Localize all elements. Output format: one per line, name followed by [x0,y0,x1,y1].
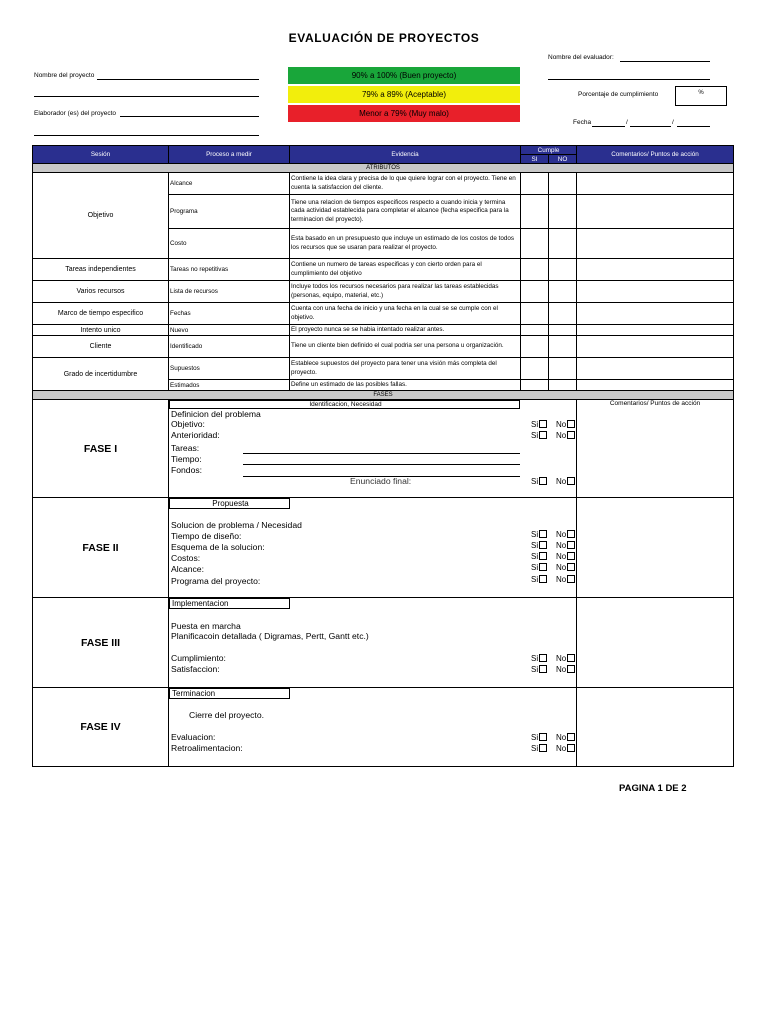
fase-line: Cierre del proyecto. [189,710,264,720]
si-checkbox[interactable] [539,744,547,752]
evidence-cell: Esta basado en un presupuesto que incluye un estimado de los costos de todos los recursos que se usaran para realizar el proyecto. [290,229,521,259]
no-checkbox[interactable] [567,530,575,538]
evaluator-field-line[interactable] [620,61,710,62]
no-checkbox[interactable] [567,575,575,583]
si-label: Si [531,552,539,561]
elaborador-field-2[interactable] [34,135,259,136]
no-checkbox[interactable] [567,477,575,485]
process-cell: Supuestos [169,358,290,380]
si-label: Si [531,733,539,742]
evidence-cell: Establece supuestos del proyecto para tener una visión más completa del proyecto. [290,358,521,380]
fase-2-box: Propuesta [169,498,290,509]
atributos-separator [33,164,734,173]
comment-cell[interactable] [577,173,734,195]
no-cell[interactable] [549,173,577,195]
project-name-field-2[interactable] [34,96,259,97]
fase-row [33,400,734,498]
process-cell: Identificado [169,336,290,358]
si-label: Si [531,420,539,429]
fase-2-body [169,498,577,598]
si-checkbox[interactable] [539,665,547,673]
fase-1-comentarios: Comentarios/ Puntos de acción [577,400,734,498]
no-checkbox[interactable] [567,541,575,549]
si-checkbox[interactable] [539,563,547,571]
fase-1-box: Identificacion, Necesidad [169,400,520,409]
table-header-row [33,146,734,155]
session-cell: Varios recursos [33,281,169,303]
no-checkbox[interactable] [567,665,575,673]
session-cell: Intento unico [33,325,169,336]
no-checkbox[interactable] [567,431,575,439]
fase-line: Planificacoin detallada ( Digramas, Pertt, Gantt etc.) [171,631,369,641]
si-label: Si [531,575,539,584]
session-cell: Grado de incertidumbre [33,358,169,391]
fase-line: Tiempo de diseño: [171,531,242,541]
header-cumple: Cumple [521,146,577,155]
process-cell: Lista de recursos [169,281,290,303]
no-label: No [556,575,567,584]
no-label: No [556,733,567,742]
si-checkbox[interactable] [539,477,547,485]
checkbox-group[interactable] [531,744,575,754]
si-cell[interactable] [521,380,549,391]
checkbox-group[interactable] [531,563,575,573]
page-title: EVALUACIÓN DE PROYECTOS [288,31,480,45]
checkbox-group[interactable] [531,530,575,540]
comment-cell[interactable] [577,259,734,281]
si-cell[interactable] [521,358,549,380]
evidence-cell: Incluye todos los recursos necesarios para realizar las tareas establecidas (personas, equipo, material, etc.) [290,281,521,303]
fase-line: Programa del proyecto: [171,576,261,586]
session-cell: Tareas independientes [33,259,169,281]
comment-cell[interactable] [577,303,734,325]
no-checkbox[interactable] [567,563,575,571]
evidence-cell: Tiene un cliente bien definido el cual podria ser una persona u organización. [290,336,521,358]
fase-line: Anterioridad: [171,430,220,440]
enunciado-final: Enunciado final: [350,476,412,486]
comment-cell[interactable] [577,195,734,229]
process-cell: Tareas no repetitivas [169,259,290,281]
elaborador-label: Elaborador (es) del proyecto [34,110,117,117]
si-cell[interactable] [521,195,549,229]
no-cell[interactable] [549,380,577,391]
percentage-label: Porcentaje de cumplimiento [578,91,659,98]
fase-line: Objetivo: [171,419,205,429]
percentage-box[interactable] [675,86,727,106]
page-number: PAGINA 1 DE 2 [619,783,687,794]
header-sesion: Sesión [33,146,169,164]
checkbox-group[interactable] [531,420,575,430]
table-row [33,281,734,303]
fase-1-body [169,400,577,498]
evaluator-field-line-2[interactable] [548,79,710,80]
si-cell[interactable] [521,336,549,358]
no-checkbox[interactable] [567,733,575,741]
date-label: Fecha [573,119,592,126]
fase-row [33,498,734,598]
comment-cell[interactable] [577,325,734,336]
si-label: Si [531,431,539,440]
no-cell[interactable] [549,325,577,336]
si-label: Si [531,654,539,663]
fase-2-comentarios[interactable] [577,498,734,598]
fase-line: Solucion de problema / Necesidad [171,520,302,530]
si-cell[interactable] [521,173,549,195]
no-label: No [556,665,567,674]
atributos-label: ATRIBUTOS [33,164,734,173]
process-cell: Costo [169,229,290,259]
header-no: NO [549,155,577,164]
comment-cell[interactable] [577,358,734,380]
comment-cell[interactable] [577,380,734,391]
elaborador-field[interactable] [120,116,259,117]
header-proceso: Proceso a medir [169,146,290,164]
date-sep-2: / [672,119,674,126]
tareas-line[interactable] [243,453,520,454]
table-row [33,259,734,281]
si-checkbox[interactable] [539,575,547,583]
evaluation-table [32,145,734,767]
comment-cell[interactable] [577,281,734,303]
legend-acceptable-label: 79% a 89% (Aceptable) [361,90,447,99]
evidence-cell: Contiene un numero de tareas especificas y con cierto orden para el cumplimiento del objetivo [290,259,521,281]
no-label: No [556,744,567,753]
table-row [33,325,734,336]
fase-line: Satisfaccion: [171,664,220,674]
date-year-field[interactable] [677,126,710,127]
no-cell[interactable] [549,303,577,325]
fase-4-comentarios[interactable] [577,688,734,767]
fase-4-body [169,688,577,767]
no-cell[interactable] [549,281,577,303]
si-cell[interactable] [521,229,549,259]
legend-good [288,67,520,84]
process-cell: Fechas [169,303,290,325]
process-cell: Alcance [169,173,290,195]
fase-4-box: Terminacion [169,688,290,699]
project-name-field[interactable] [97,79,259,80]
fase-line: Tiempo: [171,454,202,464]
checkbox-group[interactable] [531,654,575,664]
si-checkbox[interactable] [539,530,547,538]
fase-line: Evaluacion: [171,732,216,742]
fase-4-name: FASE IV [33,688,169,767]
checkbox-group[interactable] [531,552,575,562]
no-label: No [556,530,567,539]
checkbox-group[interactable] [531,541,575,551]
process-cell: Nuevo [169,325,290,336]
date-sep-1: / [626,119,628,126]
no-label: No [556,552,567,561]
tiempo-line[interactable] [243,464,520,465]
si-checkbox[interactable] [539,431,547,439]
si-cell[interactable] [521,259,549,281]
si-cell[interactable] [521,303,549,325]
session-cell: Cliente [33,336,169,358]
si-checkbox[interactable] [539,733,547,741]
table-row [33,358,734,380]
si-checkbox[interactable] [539,541,547,549]
si-checkbox[interactable] [539,552,547,560]
table-row [33,173,734,195]
si-cell[interactable] [521,325,549,336]
table-row [33,303,734,325]
no-label: No [556,654,567,663]
project-name-label: Nombre del proyecto [34,72,95,79]
evidence-cell: Tiene una relacion de tiempos especificos respecto a cuando inicia y termina cada actividad establecida para completar el alcance (fecha especifica para la terminacion del proyecto). [290,195,521,229]
fase-1-name: FASE I [33,400,169,498]
si-checkbox[interactable] [539,654,547,662]
legend-bad [288,105,520,122]
session-objetivo: Objetivo [33,173,169,259]
legend-bad-label: Menor a 79% (Muy malo) [359,109,449,118]
no-label: No [556,563,567,572]
no-cell[interactable] [549,195,577,229]
checkbox-group[interactable] [531,477,575,487]
si-label: Si [531,744,539,753]
fase-line: Puesta en marcha [171,621,241,631]
fases-label: FASES [33,391,734,400]
percent-symbol: % [698,90,704,96]
si-label: Si [531,563,539,572]
checkbox-group[interactable] [531,575,575,585]
legend-acceptable [288,86,520,103]
no-cell[interactable] [549,358,577,380]
si-label: Si [531,665,539,674]
date-month-field[interactable] [630,126,671,127]
fase-row [33,598,734,688]
si-cell[interactable] [521,281,549,303]
no-label: No [556,477,567,486]
no-checkbox[interactable] [567,744,575,752]
header-si: SI [521,155,549,164]
fase-line: Esquema de la solucion: [171,542,265,552]
fase-3-box: Implementacion [169,598,290,609]
session-cell: Marco de tiempo especifico [33,303,169,325]
fase-row [33,688,734,767]
fase-line: Alcance: [171,564,204,574]
fases-separator [33,391,734,400]
si-label: Si [531,541,539,550]
checkbox-group[interactable] [531,733,575,743]
no-cell[interactable] [549,259,577,281]
checkbox-group[interactable] [531,431,575,441]
evaluator-label: Nombre del evaluador: [548,54,614,61]
no-checkbox[interactable] [567,552,575,560]
header-comentarios: Comentarios/ Puntos de acción [577,146,734,164]
comment-cell[interactable] [577,229,734,259]
fase-line: Cumplimiento: [171,653,226,663]
process-cell: Estimados [169,380,290,391]
si-label: Si [531,477,539,486]
fase-line: Costos: [171,553,201,563]
evidence-cell: Define un estimado de las posibles fallas. [290,380,521,391]
checkbox-group[interactable] [531,665,575,675]
no-cell[interactable] [549,229,577,259]
date-day-field[interactable] [592,126,625,127]
fase-line: Tareas: [171,443,200,453]
evidence-cell: Contiene la idea clara y precisa de lo que quiere lograr con el proyecto. Tiene en cuenta la satisfaccion del cliente. [290,173,521,195]
header-evidencia: Evidencia [290,146,521,164]
fase-line: Definicion del problema [171,409,261,419]
legend-good-label: 90% a 100% (Buen proyecto) [351,71,457,80]
evidence-cell: Cuenta con una fecha de inicio y una fecha en la cual se se cumple con el objetivo. [290,303,521,325]
fase-line: Retroalimentacion: [171,743,243,753]
process-cell: Programa [169,195,290,229]
no-label: No [556,420,567,429]
fase-line: Fondos: [171,465,203,475]
si-checkbox[interactable] [539,420,547,428]
fase-2-name: FASE II [33,498,169,598]
fase-3-comentarios[interactable] [577,598,734,688]
comment-cell[interactable] [577,336,734,358]
no-label: No [556,431,567,440]
no-checkbox[interactable] [567,420,575,428]
no-label: No [556,541,567,550]
no-checkbox[interactable] [567,654,575,662]
fase-3-name: FASE III [33,598,169,688]
table-row [33,336,734,358]
fase-3-body [169,598,577,688]
evidence-cell: El proyecto nunca se se habia intentado realizar antes. [290,325,521,336]
si-label: Si [531,530,539,539]
no-cell[interactable] [549,336,577,358]
